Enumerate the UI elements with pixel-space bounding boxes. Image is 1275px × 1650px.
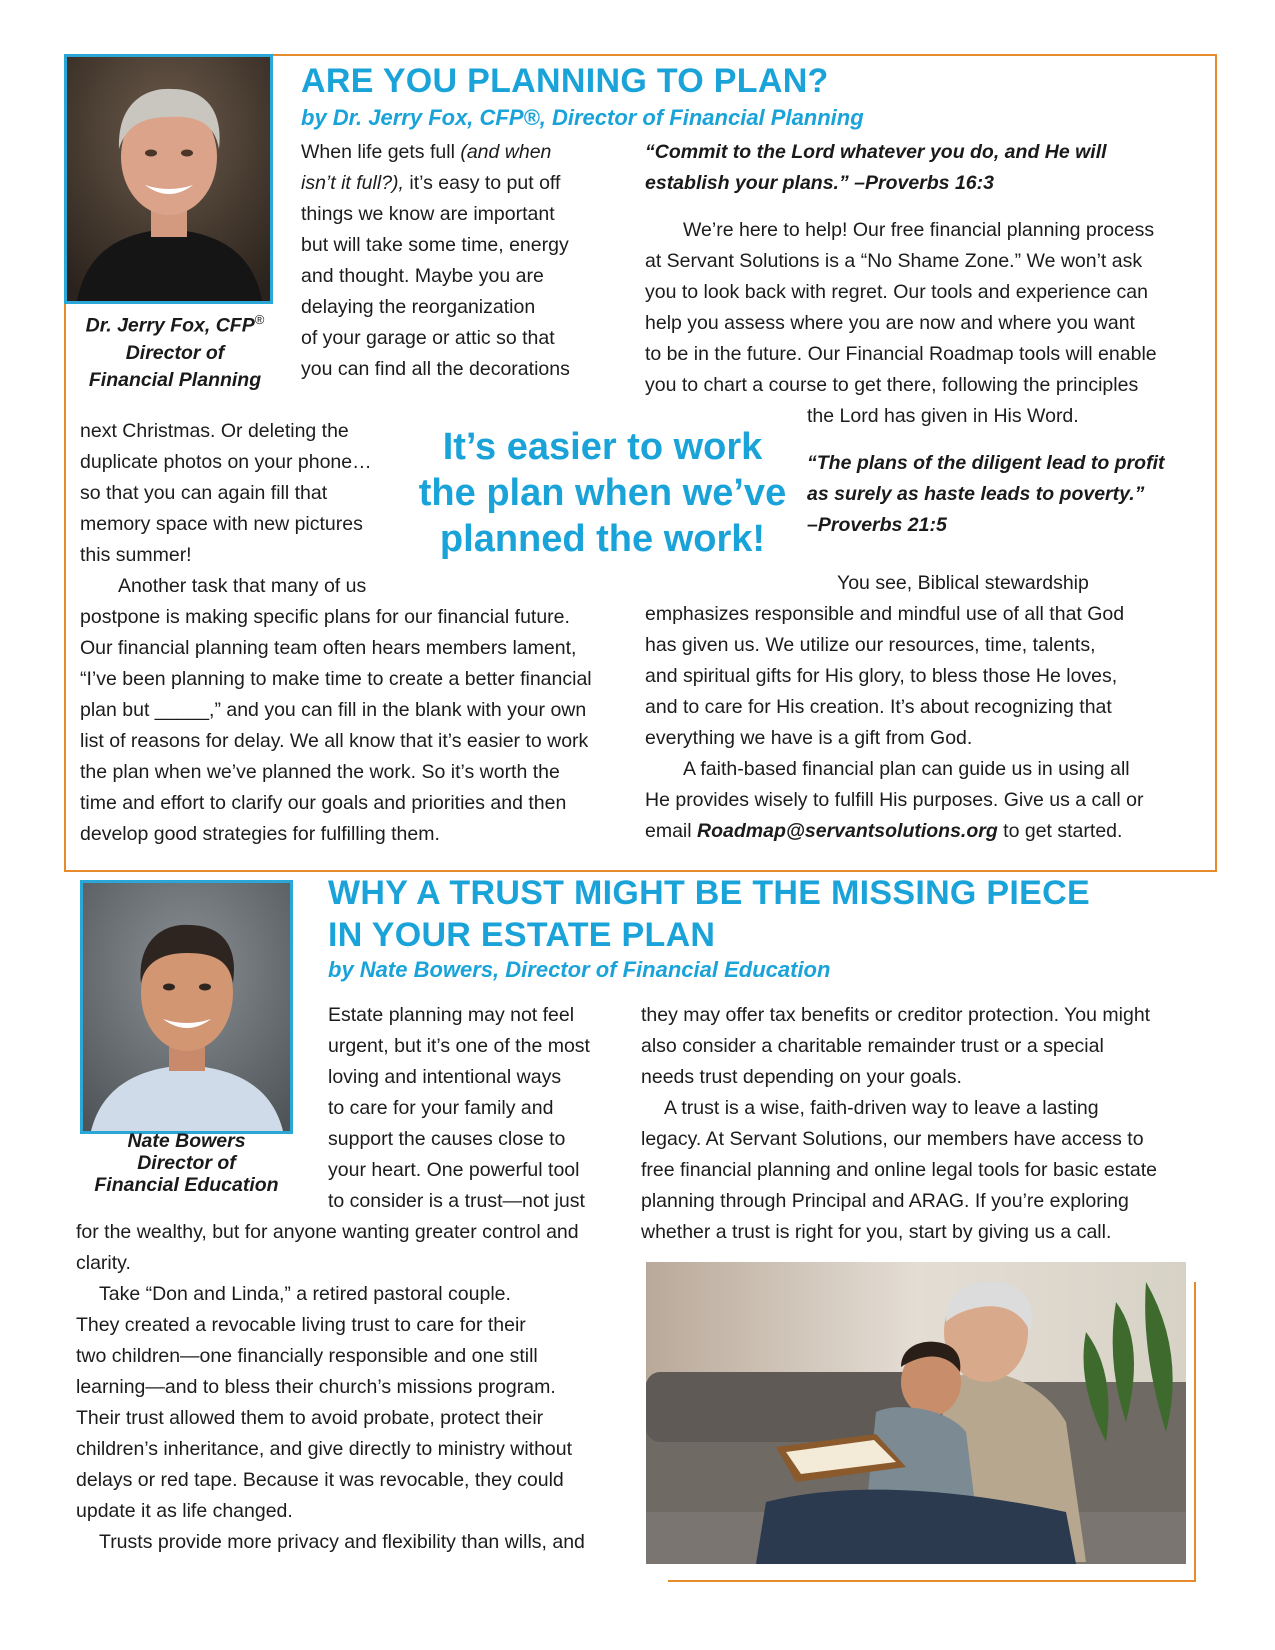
caption-role: Director of (125, 341, 225, 364)
article1-stewardship (645, 568, 1205, 847)
text-line: postpone is making specific plans for our financial future. (80, 606, 570, 628)
text-line: A trust is a wise, faith-driven way to leave a lasting (664, 1097, 1099, 1119)
quote-line: as surely as haste leads to poverty.” (807, 483, 1145, 505)
caption-name: Dr. Jerry Fox, CFP® (85, 312, 265, 337)
grandfather-reading-image (646, 1262, 1186, 1564)
text-line: also consider a charitable remainder trust or a special (641, 1035, 1104, 1057)
text-line: Estate planning may not feel (328, 1004, 575, 1026)
text-line: memory space with new pictures (80, 513, 363, 535)
pull-quote-line: planned the work! (439, 518, 766, 560)
text-line: for the wealthy, but for anyone wanting greater control and (76, 1221, 579, 1243)
text-line: urgent, but it’s one of the most (328, 1035, 590, 1057)
email-link[interactable]: Roadmap@servantsolutions.org (697, 820, 998, 842)
text-line: to care for your family and (328, 1097, 554, 1119)
text-line: loving and intentional ways (328, 1066, 562, 1088)
text-line: has given us. We utilize our resources, time, talents, (645, 634, 1096, 656)
text-line: to be in the future. Our Financial Roadmap tools will enable (645, 343, 1157, 365)
family-photo (646, 1262, 1186, 1564)
text-line: the plan when we’ve planned the work. So it’s worth the (80, 761, 560, 783)
text-line: and to care for His creation. It’s about recognizing that (645, 696, 1112, 718)
article2-title (328, 872, 1090, 956)
text-line: time and effort to clarify our goals and priorities and then (80, 792, 567, 814)
text-line: Trusts provide more privacy and flexibility than wills, and (99, 1531, 585, 1553)
text-line: “I’ve been planning to make time to create a better financial (80, 668, 592, 690)
title-line: WHY A TRUST MIGHT BE THE MISSING PIECE (328, 874, 1090, 912)
pull-quote-line: the plan when we’ve (418, 472, 787, 514)
article1-byline: by Dr. Jerry Fox, CFP®, Director of Financial Planning (301, 105, 864, 130)
text-line: legacy. At Servant Solutions, our members have access to (641, 1128, 1144, 1150)
text-line: two children—one financially responsible and one still (76, 1345, 538, 1367)
jerry-fox-photo (64, 54, 273, 304)
article1-intro (301, 137, 611, 385)
caption-name: Nate Bowers (127, 1130, 246, 1152)
text-line: needs trust depending on your goals. (641, 1066, 962, 1088)
text-line: you can find all the decorations (301, 358, 570, 380)
quote-line: “Commit to the Lord whatever you do, and He will (645, 141, 1107, 163)
text-line: plan but _____,” and you can fill in the blank with your own (80, 699, 587, 721)
text-line: duplicate photos on your phone… (80, 451, 372, 473)
caption-role: Financial Planning (88, 368, 262, 391)
text-line: Take “Don and Linda,” a retired pastoral couple. (99, 1283, 511, 1305)
text-line: delaying the reorganization (301, 296, 536, 318)
text-line: clarity. (76, 1252, 131, 1274)
text-line: free financial planning and online legal tools for basic estate (641, 1159, 1158, 1181)
text-line: You see, Biblical stewardship (837, 572, 1089, 594)
text-line: list of reasons for delay. We all know that it’s easier to work (80, 730, 589, 752)
quote-line: –Proverbs 21:5 (807, 514, 947, 536)
text-line: whether a trust is right for you, start by giving us a call. (641, 1221, 1112, 1243)
scripture-quote-1 (645, 137, 1205, 199)
text-line: isn’t it full?), it’s easy to put off (301, 172, 561, 194)
text-line: they may offer tax benefits or creditor protection. You might (641, 1004, 1151, 1026)
text-line: develop good strategies for fulfilling them. (80, 823, 440, 845)
nate-caption (80, 1130, 293, 1196)
text-line: next Christmas. Or deleting the (80, 420, 349, 442)
article2-right-col (641, 1000, 1211, 1248)
text-line: and spiritual gifts for His glory, to bless those He loves, (645, 665, 1118, 687)
article2-byline: by Nate Bowers, Director of Financial Education (328, 957, 831, 982)
text-line: and thought. Maybe you are (301, 265, 544, 287)
portrait-image (67, 57, 270, 301)
text-line: They created a revocable living trust to care for their (76, 1314, 526, 1336)
portrait-image (83, 883, 290, 1131)
article2-left-cont (76, 1217, 636, 1558)
text-line: email Roadmap@servantsolutions.org to get started. (645, 820, 1123, 842)
text-line: to consider is a trust—not just (328, 1190, 585, 1212)
text-line: Our financial planning team often hears members lament, (80, 637, 577, 659)
text-line: He provides wisely to fulfill His purposes. Give us a call or (645, 789, 1144, 811)
text-line: Another task that many of us (118, 575, 367, 597)
text-line: everything we have is a gift from God. (645, 727, 973, 749)
text-line: of your garage or attic so that (301, 327, 555, 349)
article1-title: ARE YOU PLANNING TO PLAN? (301, 62, 829, 100)
text-line: your heart. One powerful tool (328, 1159, 580, 1181)
text-line: but will take some time, energy (301, 234, 569, 256)
article1-para2 (80, 602, 640, 850)
text-line: help you assess where you are now and where you want (645, 312, 1135, 334)
text-line: emphasizes responsible and mindful use of all that God (645, 603, 1125, 625)
text-line: We’re here to help! Our free financial planning process (683, 219, 1155, 241)
scripture-quote-2 (807, 448, 1207, 541)
caption-role: Director of (137, 1152, 236, 1174)
text-line: you to look back with regret. Our tools and experience can (645, 281, 1148, 303)
quote-line: establish your plans.” –Proverbs 16:3 (645, 172, 994, 194)
text-line: A faith-based financial plan can guide us in using all (683, 758, 1130, 780)
text-line: update it as life changed. (76, 1500, 293, 1522)
title-line: IN YOUR ESTATE PLAN (328, 916, 716, 954)
text-line: delays or red tape. Because it was revocable, they could (76, 1469, 564, 1491)
pull-quote (400, 424, 805, 562)
text-line: things we know are important (301, 203, 555, 225)
article1-left-cont (80, 416, 400, 602)
text-line: When life gets full (and when (301, 141, 552, 163)
pull-quote-line: It’s easier to work (442, 426, 763, 468)
text-line: so that you can again fill that (80, 482, 328, 504)
registered-mark: ® (254, 312, 265, 327)
text-line: this summer! (80, 544, 192, 566)
text-line: Their trust allowed them to avoid probate, protect their (76, 1407, 544, 1429)
article2-intro (328, 1000, 628, 1217)
nate-bowers-photo (80, 880, 293, 1134)
text-line: the Lord has given in His Word. (807, 405, 1079, 427)
quote-line: “The plans of the diligent lead to profit (807, 452, 1165, 474)
text-line: learning—and to bless their church’s missions program. (76, 1376, 556, 1398)
text-line: planning through Principal and ARAG. If you’re exploring (641, 1190, 1129, 1212)
text-line: at Servant Solutions is a “No Shame Zone.” We won’t ask (645, 250, 1143, 272)
text-line: you to chart a course to get there, following the principles (645, 374, 1139, 396)
text-line: support the causes close to (328, 1128, 566, 1150)
jerry-caption (64, 306, 286, 394)
caption-role: Financial Education (94, 1174, 279, 1196)
text-line: children’s inheritance, and give directly to ministry without (76, 1438, 573, 1460)
article1-right-para (645, 215, 1205, 401)
